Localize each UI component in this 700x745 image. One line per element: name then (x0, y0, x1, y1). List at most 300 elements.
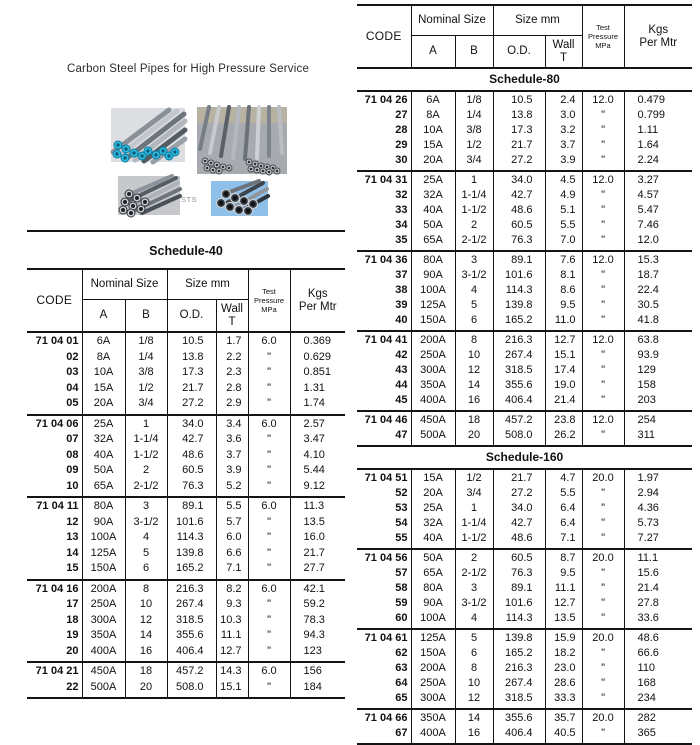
test-pressure-cell: 6.0 (248, 332, 290, 350)
wall-cell: 33.3 (545, 691, 582, 709)
code-cell: 64 (395, 677, 408, 689)
pipe-row (27, 381, 345, 397)
nominal-a-cell: 100A (411, 283, 455, 298)
od-cell: 60.5 (167, 463, 216, 479)
od-cell: 139.8 (493, 298, 545, 313)
nominal-a-cell: 10A (82, 365, 125, 381)
code-cell: 09 (66, 464, 79, 476)
pipe-row (27, 561, 345, 580)
wall-cell: 10.3 (216, 613, 248, 629)
pipe-row (357, 726, 692, 744)
kgs-cell: 21.4 (624, 581, 692, 596)
kgs-cell: 13.5 (290, 515, 345, 531)
wall-cell: 3.6 (216, 432, 248, 448)
nominal-b-cell: 5 (125, 546, 167, 562)
header-line: Kgs (307, 287, 328, 300)
nominal-b-cell: 2 (455, 549, 493, 566)
kgs-cell: 184 (290, 680, 345, 699)
nominal-a-cell: 25A (411, 171, 455, 188)
code-cell: 32 (395, 189, 408, 201)
test-pressure-cell: " (582, 646, 624, 661)
nominal-b-cell: 1-1/2 (455, 531, 493, 549)
wall-cell: 5.5 (545, 486, 582, 501)
pipe-row (27, 546, 345, 562)
nominal-a-cell: 100A (82, 530, 125, 546)
nominal-b-cell: 2-1/2 (455, 566, 493, 581)
pipe-row (357, 348, 692, 363)
od-cell: 27.2 (493, 153, 545, 171)
kgs-cell: 0.629 (290, 350, 345, 366)
code-cell: 33 (395, 204, 408, 216)
code-cell: 71 04 36 (364, 254, 408, 266)
wall-cell: 11.1 (545, 581, 582, 596)
pipe-row (357, 549, 692, 566)
header-line: Pressure (588, 32, 619, 41)
nominal-a-cell: 50A (82, 463, 125, 479)
col-od: O.D. (493, 36, 545, 69)
kgs-cell: 282 (624, 709, 692, 726)
pipe-row (27, 396, 345, 415)
test-pressure-cell: " (582, 726, 624, 744)
pipe-row (27, 415, 345, 433)
wall-cell: 4.7 (545, 469, 582, 486)
od-cell: 318.5 (493, 363, 545, 378)
test-pressure-cell: " (248, 350, 290, 366)
pipe-row (27, 463, 345, 479)
code-cell: 45 (395, 394, 408, 406)
table-header (357, 5, 692, 68)
pipe-row (357, 233, 692, 251)
test-pressure-cell: " (582, 531, 624, 549)
nominal-a-cell: 125A (411, 298, 455, 313)
pipe-row (27, 432, 345, 448)
test-pressure-cell: " (582, 218, 624, 233)
test-pressure-cell: " (248, 644, 290, 663)
test-pressure-cell: 20.0 (582, 709, 624, 726)
nominal-b-cell: 3/4 (455, 486, 493, 501)
test-pressure-cell: " (582, 486, 624, 501)
od-cell: 17.3 (167, 365, 216, 381)
test-pressure-cell: " (248, 479, 290, 498)
header-line: Wall (221, 302, 243, 315)
od-cell: 34.0 (493, 501, 545, 516)
pipe-row (27, 597, 345, 613)
pipes-photo-blue-background (211, 181, 268, 216)
nominal-a-cell: 15A (411, 469, 455, 486)
pipes-photo-gray-bundles (197, 107, 287, 174)
schedule-40-title: Schedule-40 (149, 244, 223, 258)
wall-cell: 7.6 (545, 251, 582, 268)
code-cell: 03 (66, 366, 79, 378)
wall-cell: 12.7 (216, 644, 248, 663)
wall-cell: 6.0 (216, 530, 248, 546)
test-pressure-cell: 12.0 (582, 411, 624, 428)
code-cell: 42 (395, 349, 408, 361)
code-cell: 59 (395, 597, 408, 609)
nominal-a-cell: 6A (82, 332, 125, 350)
wall-cell: 6.4 (545, 516, 582, 531)
nominal-a-cell: 250A (411, 348, 455, 363)
od-cell: 457.2 (493, 411, 545, 428)
code-cell: 71 04 16 (35, 582, 79, 595)
code-cell: 67 (395, 727, 408, 739)
od-cell: 27.2 (493, 486, 545, 501)
kgs-cell: 5.73 (624, 516, 692, 531)
pipe-row (357, 428, 692, 446)
pipe-row (357, 171, 692, 188)
nominal-a-cell: 50A (411, 218, 455, 233)
od-cell: 48.6 (167, 448, 216, 464)
kgs-cell: 3.27 (624, 171, 692, 188)
kgs-cell: 5.44 (290, 463, 345, 479)
pipe-row (357, 596, 692, 611)
nominal-a-cell: 300A (82, 613, 125, 629)
od-cell: 216.3 (493, 331, 545, 348)
nominal-b-cell: 3/8 (125, 365, 167, 381)
test-pressure-cell: " (582, 581, 624, 596)
kgs-cell: 11.3 (290, 497, 345, 515)
test-pressure-cell: " (248, 628, 290, 644)
test-pressure-cell: 6.0 (248, 580, 290, 598)
code-cell: 71 04 41 (364, 334, 408, 346)
wall-cell: 3.0 (545, 108, 582, 123)
pipe-row (357, 501, 692, 516)
code-cell: 58 (395, 582, 408, 594)
kgs-cell: 27.7 (290, 561, 345, 580)
kgs-cell: 59.2 (290, 597, 345, 613)
kgs-cell: 16.0 (290, 530, 345, 546)
test-pressure-cell: " (582, 268, 624, 283)
od-cell: 355.6 (493, 709, 545, 726)
schedule-banner: Schedule-160 (485, 450, 564, 464)
header-line: Kgs (648, 23, 669, 36)
code-cell: 35 (395, 234, 408, 246)
wall-cell: 15.1 (216, 680, 248, 699)
header-line: Wall (552, 38, 575, 51)
pipe-row (27, 680, 345, 699)
test-pressure-cell: 6.0 (248, 497, 290, 515)
pipe-row (357, 251, 692, 268)
pipe-row (357, 153, 692, 171)
wall-cell: 5.5 (545, 218, 582, 233)
wall-cell: 2.8 (216, 381, 248, 397)
nominal-b-cell: 3/8 (455, 123, 493, 138)
test-pressure-cell: " (248, 530, 290, 546)
nominal-a-cell: 8A (82, 350, 125, 366)
wall-cell: 8.7 (545, 549, 582, 566)
od-cell: 76.3 (167, 479, 216, 498)
schedule-80-160-table (357, 4, 692, 745)
test-pressure-cell: 6.0 (248, 415, 290, 433)
nominal-b-cell: 12 (455, 363, 493, 378)
col-size-mm: Size mm (167, 269, 248, 300)
test-pressure-cell: " (582, 516, 624, 531)
nominal-b-cell: 3/4 (125, 396, 167, 415)
test-pressure-cell: " (582, 313, 624, 331)
wall-cell: 18.2 (545, 646, 582, 661)
col-a: A (82, 300, 125, 333)
test-pressure-cell: " (582, 428, 624, 446)
kgs-cell: 311 (624, 428, 692, 446)
test-pressure-cell: " (248, 381, 290, 397)
kgs-cell: 234 (624, 691, 692, 709)
code-cell: 34 (395, 219, 408, 231)
code-cell: 20 (66, 644, 79, 657)
nominal-b-cell: 1-1/2 (455, 203, 493, 218)
kgs-cell: 110 (624, 661, 692, 676)
col-code: CODE (36, 292, 73, 307)
code-cell: 44 (395, 379, 408, 391)
nominal-b-cell: 1/2 (125, 381, 167, 397)
col-wall-t (216, 300, 248, 333)
test-pressure-cell: 20.0 (582, 469, 624, 486)
od-cell: 508.0 (493, 428, 545, 446)
nominal-a-cell: 80A (411, 581, 455, 596)
nominal-a-cell: 80A (411, 251, 455, 268)
code-cell: 71 04 46 (364, 414, 408, 426)
pipe-row (357, 138, 692, 153)
pipe-row (357, 691, 692, 709)
test-pressure-cell: " (248, 680, 290, 699)
nominal-a-cell: 125A (82, 546, 125, 562)
nominal-b-cell: 3-1/2 (455, 596, 493, 611)
schedule-banner: Schedule-80 (489, 72, 560, 86)
nominal-b-cell: 3 (455, 251, 493, 268)
wall-cell: 9.3 (216, 597, 248, 613)
table-header (27, 269, 345, 332)
pipe-row (27, 662, 345, 680)
test-pressure-cell: " (582, 188, 624, 203)
od-cell: 457.2 (167, 662, 216, 680)
test-pressure-cell: " (582, 233, 624, 251)
nominal-a-cell: 15A (82, 381, 125, 397)
nominal-b-cell: 10 (125, 597, 167, 613)
header-line: Test (596, 23, 610, 32)
code-cell: 07 (66, 433, 79, 445)
od-cell: 355.6 (493, 378, 545, 393)
kgs-cell: 18.7 (624, 268, 692, 283)
pipe-row (357, 331, 692, 348)
code-cell: 10 (66, 479, 79, 492)
nominal-b-cell: 5 (455, 629, 493, 646)
nominal-a-cell: 200A (411, 661, 455, 676)
nominal-a-cell: 350A (411, 378, 455, 393)
header-line: Test (262, 287, 276, 296)
od-cell: 76.3 (493, 566, 545, 581)
nominal-b-cell: 1-1/4 (125, 432, 167, 448)
code-cell: 71 04 06 (35, 417, 79, 430)
od-cell: 60.5 (493, 549, 545, 566)
nominal-a-cell: 400A (411, 393, 455, 411)
wall-cell: 2.4 (545, 91, 582, 108)
wall-cell: 4.9 (545, 188, 582, 203)
wall-cell: 3.4 (216, 415, 248, 433)
pipe-row (357, 661, 692, 676)
kgs-cell: 7.27 (624, 531, 692, 549)
od-cell: 216.3 (493, 661, 545, 676)
code-cell: 37 (395, 269, 408, 281)
test-pressure-cell: 20.0 (582, 549, 624, 566)
pipe-row (357, 188, 692, 203)
pipe-row (27, 580, 345, 598)
od-cell: 406.4 (493, 393, 545, 411)
wall-cell: 17.4 (545, 363, 582, 378)
nominal-b-cell: 6 (455, 646, 493, 661)
nominal-a-cell: 450A (411, 411, 455, 428)
pipe-row (27, 497, 345, 515)
nominal-b-cell: 18 (455, 411, 493, 428)
wall-cell: 8.6 (545, 283, 582, 298)
nominal-a-cell: 40A (411, 203, 455, 218)
wall-cell: 11.0 (545, 313, 582, 331)
code-cell: 71 04 31 (364, 174, 408, 186)
code-cell: 13 (66, 531, 79, 543)
nominal-b-cell: 4 (125, 530, 167, 546)
code-cell: 38 (395, 284, 408, 296)
test-pressure-cell: 12.0 (582, 251, 624, 268)
kgs-cell: 2.57 (290, 415, 345, 433)
code-cell: 71 04 66 (364, 712, 408, 724)
nominal-b-cell: 1 (125, 415, 167, 433)
od-cell: 318.5 (493, 691, 545, 709)
test-pressure-cell: " (248, 613, 290, 629)
code-cell: 14 (66, 546, 79, 559)
nominal-b-cell: 18 (125, 662, 167, 680)
nominal-a-cell: 8A (411, 108, 455, 123)
col-nominal-size: Nominal Size (82, 269, 167, 300)
header-line: T (559, 51, 568, 64)
nominal-b-cell: 2-1/2 (125, 479, 167, 498)
pipe-row (27, 530, 345, 546)
nominal-b-cell: 1/4 (125, 350, 167, 366)
kgs-cell: 5.47 (624, 203, 692, 218)
col-wall-t (545, 36, 582, 69)
col-nominal-size: Nominal Size (411, 5, 493, 36)
col-kgs-per-mtr (290, 269, 345, 332)
pipe-row (357, 676, 692, 691)
wall-cell: 15.1 (545, 348, 582, 363)
test-pressure-cell: " (248, 515, 290, 531)
wall-cell: 28.6 (545, 676, 582, 691)
code-cell: 65 (395, 692, 408, 704)
pipe-row (357, 123, 692, 138)
test-pressure-cell: " (582, 566, 624, 581)
pipe-row (357, 108, 692, 123)
kgs-cell: 3.47 (290, 432, 345, 448)
pipe-row (357, 203, 692, 218)
col-test-pressure (582, 5, 624, 68)
od-cell: 27.2 (167, 396, 216, 415)
wall-cell: 15.9 (545, 629, 582, 646)
code-cell: 71 04 01 (35, 335, 79, 347)
kgs-cell: 48.6 (624, 629, 692, 646)
od-cell: 21.7 (493, 138, 545, 153)
wall-cell: 13.5 (545, 611, 582, 629)
col-test-pressure (248, 269, 290, 332)
code-cell: 08 (66, 448, 79, 461)
nominal-a-cell: 40A (82, 448, 125, 464)
nominal-a-cell: 450A (82, 662, 125, 680)
od-cell: 48.6 (493, 531, 545, 549)
nominal-a-cell: 400A (82, 644, 125, 663)
nominal-b-cell: 3-1/2 (455, 268, 493, 283)
od-cell: 101.6 (493, 596, 545, 611)
od-cell: 42.7 (167, 432, 216, 448)
nominal-b-cell: 3 (455, 581, 493, 596)
kgs-cell: 0.369 (290, 332, 345, 350)
od-cell: 267.4 (493, 676, 545, 691)
nominal-b-cell: 3-1/2 (125, 515, 167, 531)
kgs-cell: 1.64 (624, 138, 692, 153)
page-title: Carbon Steel Pipes for High Pressure Service (66, 63, 310, 75)
code-cell: 15 (66, 562, 79, 574)
od-cell: 114.3 (167, 530, 216, 546)
col-b: B (125, 300, 167, 333)
nominal-b-cell: 1-1/2 (125, 448, 167, 464)
pipe-row (27, 628, 345, 644)
kgs-cell: 1.74 (290, 396, 345, 415)
col-code: CODE (365, 28, 402, 43)
kgs-cell: 41.8 (624, 313, 692, 331)
kgs-cell: 129 (624, 363, 692, 378)
kgs-cell: 0.479 (624, 91, 692, 108)
code-cell: 71 04 21 (35, 665, 79, 677)
pipe-row (357, 516, 692, 531)
wall-cell: 1.7 (216, 332, 248, 350)
pipe-row (357, 91, 692, 108)
wall-cell: 2.2 (216, 350, 248, 366)
nominal-a-cell: 65A (411, 233, 455, 251)
nominal-b-cell: 20 (455, 428, 493, 446)
nominal-a-cell: 15A (411, 138, 455, 153)
nominal-a-cell: 350A (82, 628, 125, 644)
od-cell: 406.4 (167, 644, 216, 663)
col-a: A (411, 36, 455, 69)
nominal-a-cell: 25A (411, 501, 455, 516)
od-cell: 114.3 (493, 283, 545, 298)
nominal-b-cell: 10 (455, 348, 493, 363)
test-pressure-cell: 12.0 (582, 331, 624, 348)
nominal-a-cell: 500A (411, 428, 455, 446)
kgs-cell: 93.9 (624, 348, 692, 363)
test-pressure-cell: " (248, 463, 290, 479)
nominal-b-cell: 6 (125, 561, 167, 580)
kgs-cell: 4.10 (290, 448, 345, 464)
nominal-a-cell: 65A (411, 566, 455, 581)
pipe-row (357, 298, 692, 313)
pipe-row (357, 218, 692, 233)
header-line: MPa (595, 41, 611, 50)
code-cell: 53 (395, 502, 408, 514)
nominal-a-cell: 500A (82, 680, 125, 699)
test-pressure-cell: " (582, 298, 624, 313)
code-cell: 30 (395, 154, 408, 166)
nominal-a-cell: 250A (411, 676, 455, 691)
od-cell: 89.1 (493, 581, 545, 596)
kgs-cell: 12.0 (624, 233, 692, 251)
test-pressure-cell: " (582, 363, 624, 378)
test-pressure-cell: " (582, 108, 624, 123)
nominal-a-cell: 32A (411, 188, 455, 203)
test-pressure-cell: " (248, 546, 290, 562)
nominal-b-cell: 3 (125, 497, 167, 515)
pipe-row (357, 566, 692, 581)
kgs-cell: 203 (624, 393, 692, 411)
nominal-a-cell: 200A (411, 331, 455, 348)
wall-cell: 40.5 (545, 726, 582, 744)
nominal-a-cell: 90A (82, 515, 125, 531)
wall-cell: 6.4 (545, 501, 582, 516)
